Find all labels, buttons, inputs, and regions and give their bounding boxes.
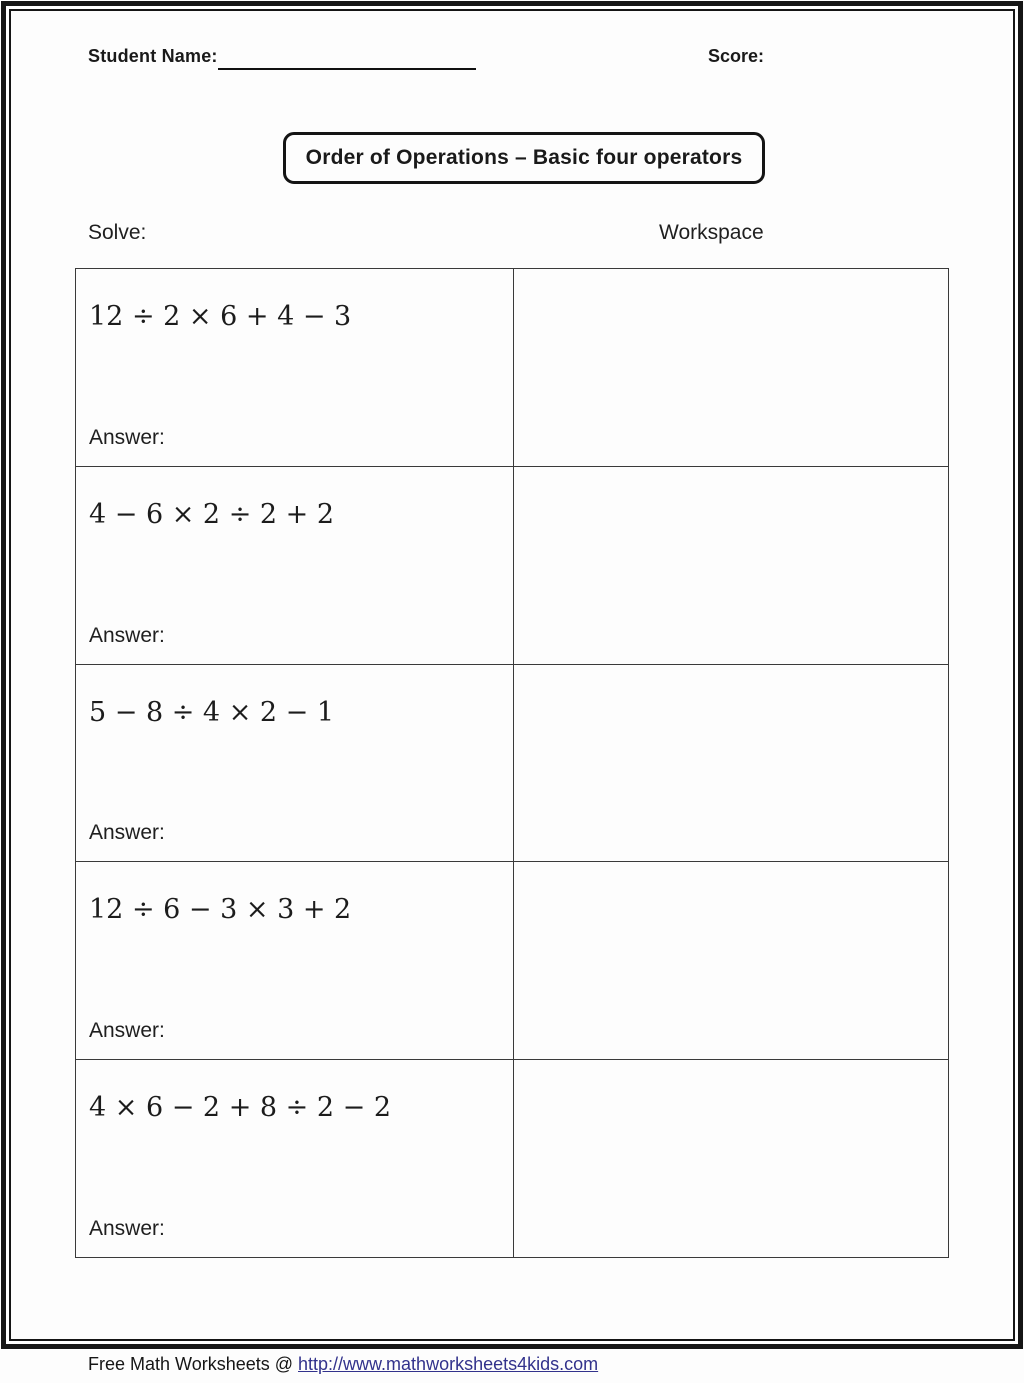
answer-label-3: Answer:: [89, 821, 165, 845]
worksheet-title-box: [283, 132, 765, 184]
answer-label-2: Answer:: [89, 623, 165, 647]
footer: [88, 1354, 598, 1375]
problem-cell-1: [76, 269, 514, 466]
workspace-cell-2: [514, 467, 948, 664]
answer-label-5: Answer:: [89, 1216, 165, 1240]
problem-row-1: [76, 269, 948, 467]
student-name-blank-line: [218, 48, 476, 70]
worksheet-title: Order of Operations – Basic four operators: [305, 146, 743, 169]
solve-column-label: Solve:: [88, 221, 147, 244]
footer-link[interactable]: http://www.mathworksheets4kids.com: [298, 1354, 599, 1374]
problem-expression-1: 12 ÷ 2 × 6 + 4 − 3: [89, 301, 352, 332]
answer-label-1: Answer:: [89, 425, 165, 449]
problem-expression-3: 5 − 8 ÷ 4 × 2 − 1: [89, 696, 335, 728]
workspace-cell-4: [514, 862, 948, 1059]
workspace-cell-3: [514, 665, 948, 862]
problems-table: [75, 268, 949, 1258]
problem-cell-3: [76, 665, 514, 862]
footer-text: Free Math Worksheets @: [88, 1354, 299, 1374]
problem-row-3: [76, 665, 948, 863]
answer-label-4: Answer:: [89, 1019, 165, 1043]
workspace-column-label: Workspace: [659, 221, 764, 244]
problem-expression-5: 4 × 6 − 2 + 8 ÷ 2 − 2: [89, 1092, 392, 1124]
problem-cell-5: [76, 1060, 514, 1257]
problem-row-5: [76, 1060, 948, 1257]
problem-cell-2: [76, 467, 514, 664]
workspace-cell-5: [514, 1060, 948, 1257]
score-label: Score:: [708, 46, 765, 66]
problem-row-4: [76, 862, 948, 1060]
student-name-label: Student Name:: [88, 46, 218, 66]
workspace-cell-1: [514, 269, 948, 466]
problem-expression-4: 12 ÷ 6 − 3 × 3 + 2: [89, 894, 352, 926]
problem-cell-4: [76, 862, 514, 1059]
problem-row-2: [76, 467, 948, 665]
problem-expression-2: 4 − 6 × 2 ÷ 2 + 2: [89, 498, 335, 530]
